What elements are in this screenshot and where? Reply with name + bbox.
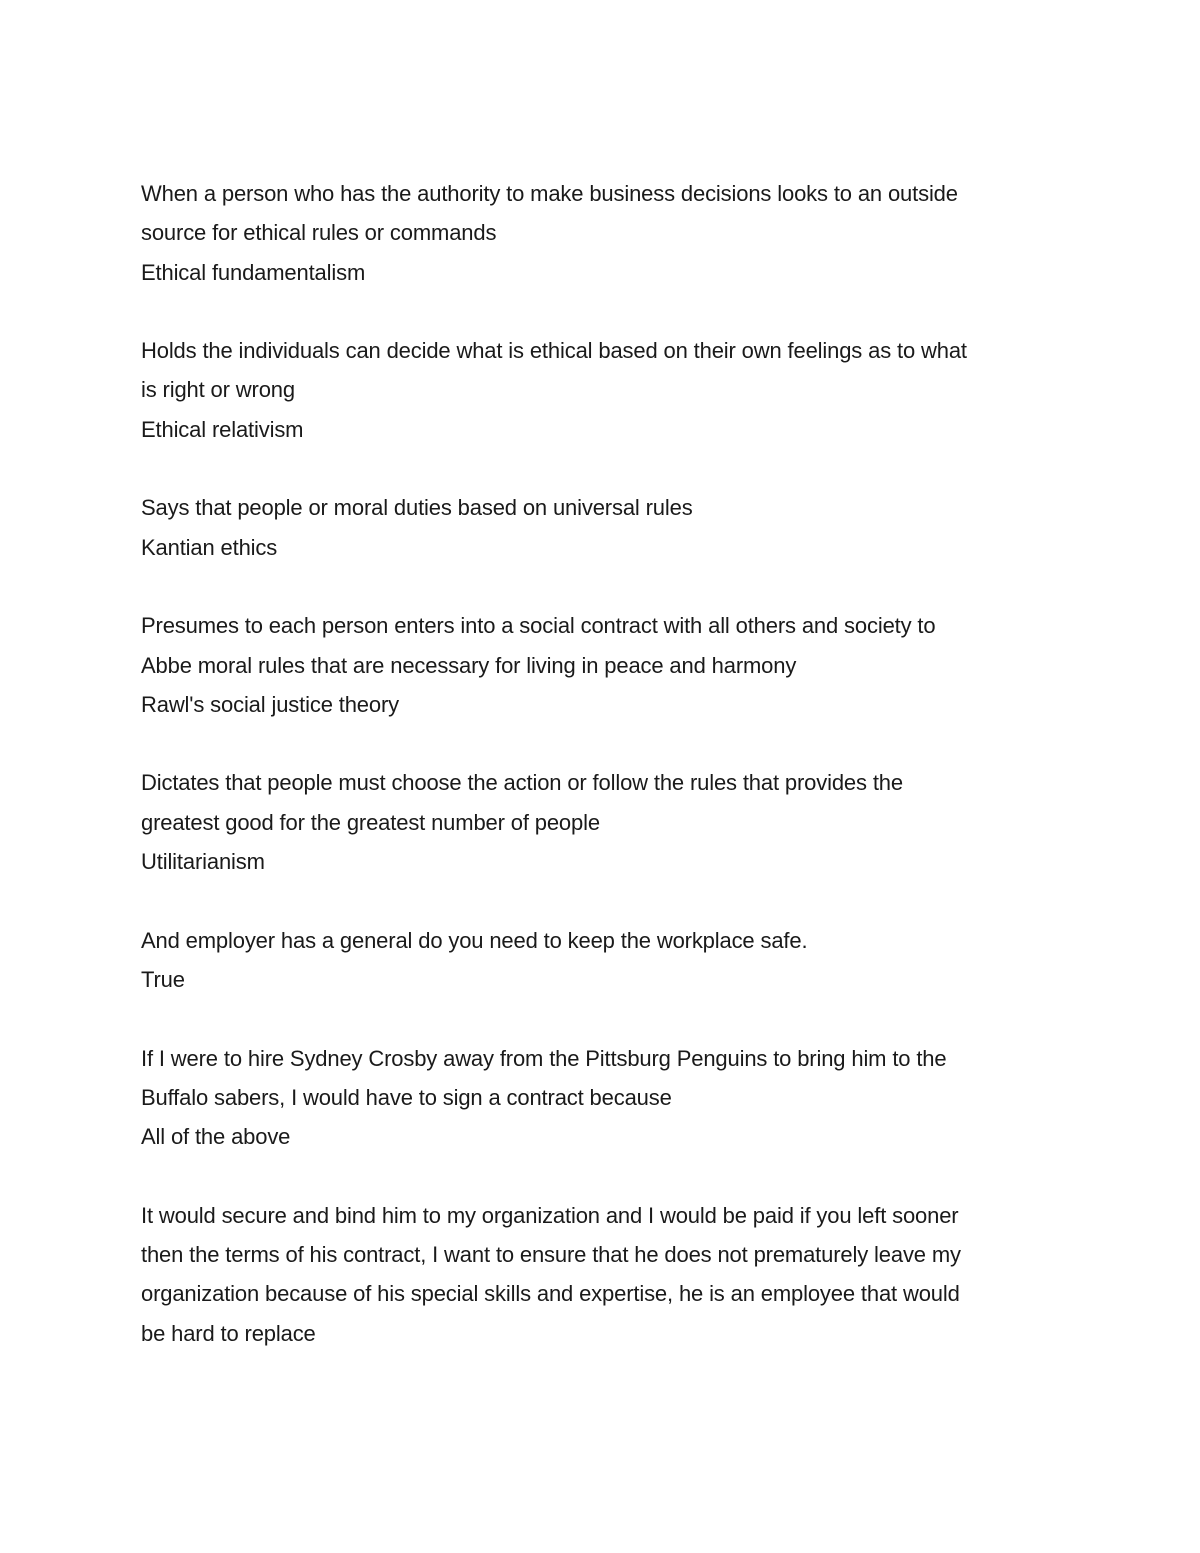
qa-block-1	[141, 174, 1061, 292]
answer-line: Kantian ethics	[141, 534, 278, 560]
paragraph-line: organization because of his special skills and expertise, he is an employee that would	[141, 1281, 960, 1307]
document-body	[141, 174, 1061, 1353]
answer-line: Utilitarianism	[141, 849, 265, 875]
qa-block-5	[141, 763, 1061, 881]
question-line: When a person who has the authority to make business decisions looks to an outside	[141, 181, 958, 206]
question-line: Dictates that people must choose the action or follow the rules that provides the	[141, 770, 903, 796]
answer-line: All of the above	[141, 1124, 291, 1150]
question-line: is right or wrong	[141, 377, 295, 403]
answer-line: Rawl's social justice theory	[141, 691, 399, 717]
question-line: If I were to hire Sydney Crosby away from the Pittsburg Penguins to bring him to the	[141, 1045, 947, 1071]
question-line: Says that people or moral duties based on universal rules	[141, 495, 693, 521]
question-line: Presumes to each person enters into a social contract with all others and society to	[141, 613, 936, 639]
question-line: Buffalo sabers, I would have to sign a contract because	[141, 1084, 672, 1110]
question-line: Abbe moral rules that are necessary for living in peace and harmony	[141, 652, 797, 678]
paragraph-line: then the terms of his contract, I want to ensure that he does not prematurely leave my	[141, 1242, 961, 1268]
question-line: source for ethical rules or commands	[141, 220, 497, 246]
qa-block-7	[141, 1039, 1061, 1157]
qa-block-3	[141, 488, 1061, 567]
answer-line: True	[141, 966, 185, 992]
answer-line: Ethical relativism	[141, 416, 304, 442]
question-line: Holds the individuals can decide what is ethical based on their own feelings as to what	[141, 338, 967, 364]
answer-line: Ethical fundamentalism	[141, 259, 366, 285]
question-line: And employer has a general do you need to keep the workplace safe.	[141, 927, 808, 953]
qa-block-2	[141, 331, 1061, 449]
question-line: greatest good for the greatest number of people	[141, 809, 600, 835]
qa-block-4	[141, 606, 1061, 724]
qa-block-6	[141, 921, 1061, 1000]
paragraph-line: be hard to replace	[141, 1320, 316, 1346]
paragraph-line: It would secure and bind him to my organization and I would be paid if you left sooner	[141, 1202, 959, 1228]
qa-block-8	[141, 1196, 1061, 1353]
